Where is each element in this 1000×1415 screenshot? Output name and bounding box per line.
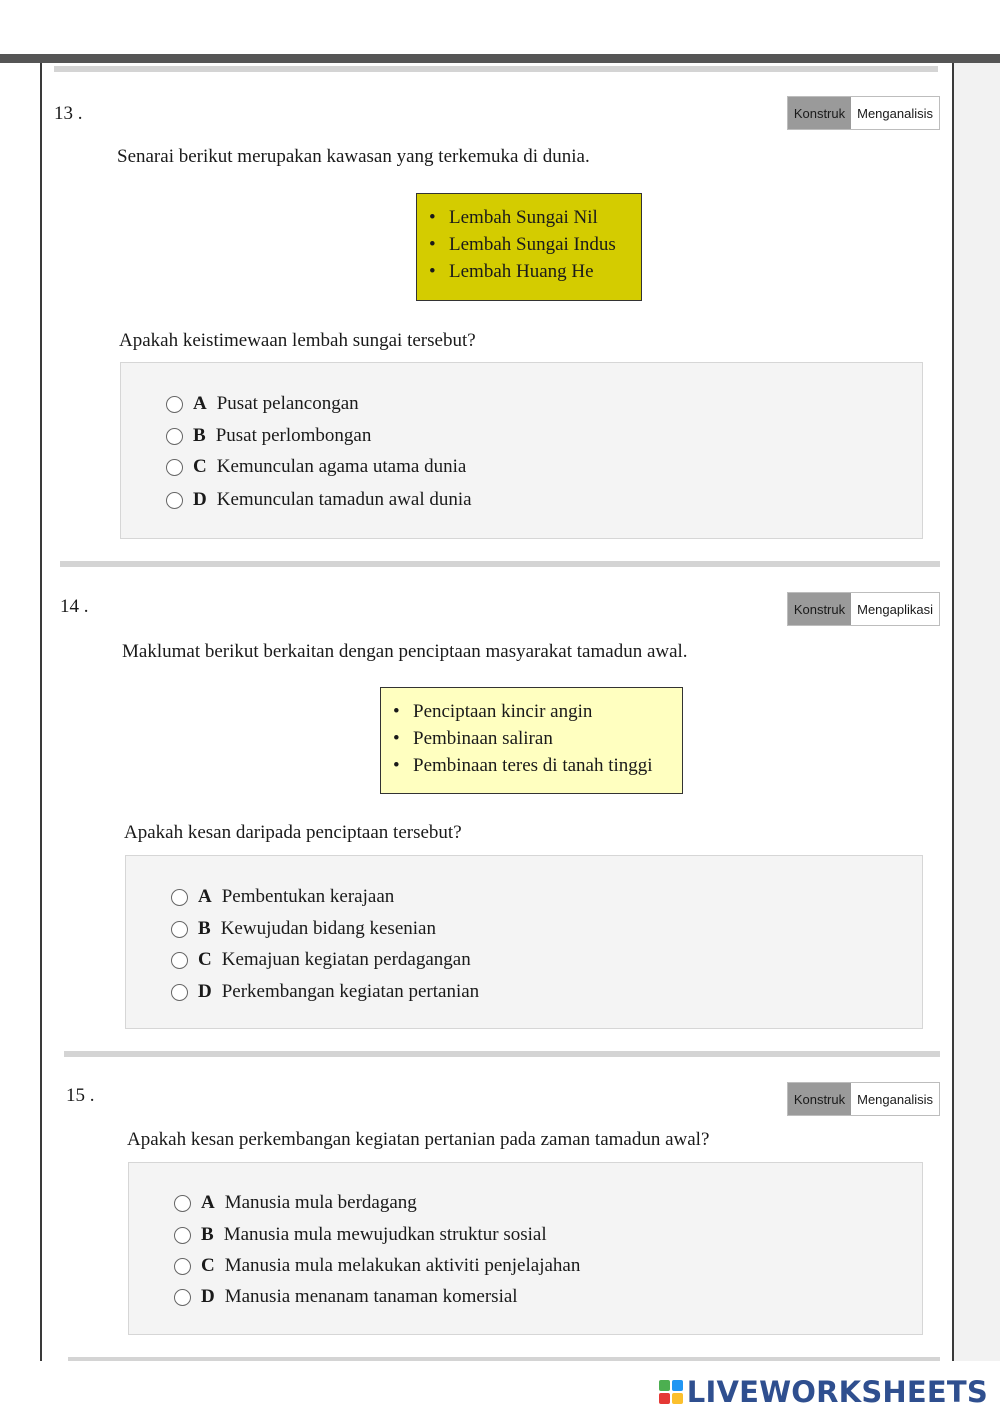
construct-value: Menganalisis xyxy=(851,97,939,129)
radio-button[interactable] xyxy=(171,889,188,906)
top-margin xyxy=(0,0,1000,54)
construct-label: Konstruk xyxy=(788,97,851,129)
info-item: • Penciptaan kincir angin xyxy=(393,701,593,722)
divider xyxy=(60,561,940,567)
options-panel xyxy=(120,362,923,539)
top-bar xyxy=(0,54,1000,63)
option-c[interactable]: C Kemunculan agama utama dunia xyxy=(166,455,466,479)
construct-tag xyxy=(787,96,940,130)
radio-button[interactable] xyxy=(174,1195,191,1212)
option-b[interactable]: B Manusia mula mewujudkan struktur sosial xyxy=(174,1223,547,1247)
option-a[interactable]: A Manusia mula berdagang xyxy=(174,1191,417,1215)
brand-text: LIVEWORKSHEETS xyxy=(686,1375,988,1409)
question-prompt: Apakah kesan daripada penciptaan tersebut? xyxy=(124,822,462,843)
radio-button[interactable] xyxy=(166,428,183,445)
right-gutter xyxy=(952,63,1000,1361)
question-prompt: Apakah kesan perkembangan kegiatan pertanian pada zaman tamadun awal? xyxy=(127,1129,710,1150)
logo-square xyxy=(672,1393,683,1404)
info-item: • Lembah Sungai Indus xyxy=(429,234,616,255)
divider xyxy=(54,66,938,72)
question-number: 14 . xyxy=(60,596,89,617)
construct-tag xyxy=(787,592,940,626)
question-number: 15 . xyxy=(66,1085,95,1106)
radio-button[interactable] xyxy=(166,492,183,509)
radio-button[interactable] xyxy=(174,1258,191,1275)
radio-button[interactable] xyxy=(174,1227,191,1244)
option-d[interactable]: D Manusia menanam tanaman komersial xyxy=(174,1285,518,1309)
radio-button[interactable] xyxy=(166,459,183,476)
options-panel xyxy=(125,855,923,1029)
info-item: • Pembinaan saliran xyxy=(393,728,553,749)
info-item: • Pembinaan teres di tanah tinggi xyxy=(393,755,653,776)
construct-label: Konstruk xyxy=(788,1083,851,1115)
option-b[interactable]: B Kewujudan bidang kesenian xyxy=(171,917,436,941)
option-b[interactable]: B Pusat perlombongan xyxy=(166,424,371,448)
radio-button[interactable] xyxy=(166,396,183,413)
logo-square xyxy=(672,1380,683,1391)
option-d[interactable]: D Perkembangan kegiatan pertanian xyxy=(171,980,479,1004)
question-number: 13 . xyxy=(54,103,83,124)
radio-button[interactable] xyxy=(171,984,188,1001)
worksheet-page xyxy=(40,63,954,1361)
radio-button[interactable] xyxy=(171,921,188,938)
question-prompt: Apakah keistimewaan lembah sungai tersebut? xyxy=(119,330,476,351)
info-item: • Lembah Sungai Nil xyxy=(429,207,598,228)
radio-button[interactable] xyxy=(174,1289,191,1306)
construct-tag xyxy=(787,1082,940,1116)
option-c[interactable]: C Manusia mula melakukan aktiviti penjelajahan xyxy=(174,1254,580,1278)
logo-square xyxy=(659,1380,670,1391)
liveworksheets-brand[interactable] xyxy=(659,1375,988,1409)
construct-value: Mengaplikasi xyxy=(851,593,939,625)
info-item: • Lembah Huang He xyxy=(429,261,594,282)
info-box xyxy=(380,687,683,794)
question-intro: Senarai berikut merupakan kawasan yang terkemuka di dunia. xyxy=(117,146,590,167)
divider xyxy=(64,1051,940,1057)
option-a[interactable]: A Pusat pelancongan xyxy=(166,392,359,416)
construct-label: Konstruk xyxy=(788,593,851,625)
logo-square xyxy=(659,1393,670,1404)
radio-button[interactable] xyxy=(171,952,188,969)
info-box xyxy=(416,193,642,301)
option-c[interactable]: C Kemajuan kegiatan perdagangan xyxy=(171,948,471,972)
question-intro: Maklumat berikut berkaitan dengan penciptaan masyarakat tamadun awal. xyxy=(122,641,688,662)
option-d[interactable]: D Kemunculan tamadun awal dunia xyxy=(166,488,472,512)
construct-value: Menganalisis xyxy=(851,1083,939,1115)
option-a[interactable]: A Pembentukan kerajaan xyxy=(171,885,394,909)
liveworksheets-logo-icon xyxy=(659,1380,683,1404)
options-panel xyxy=(128,1162,923,1335)
